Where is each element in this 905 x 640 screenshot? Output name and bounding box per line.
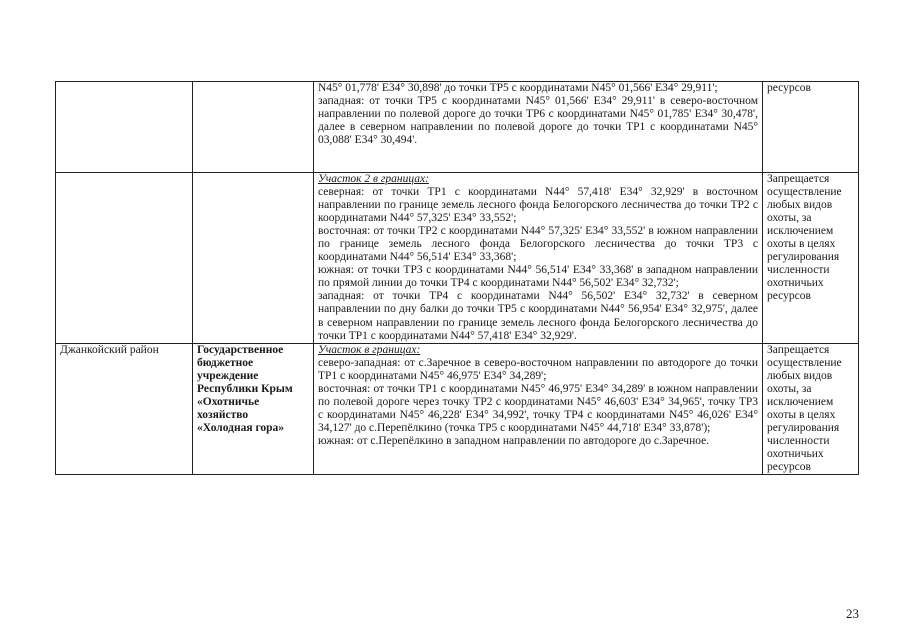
restriction-cell [763, 173, 859, 344]
restriction-line: осуществление [767, 186, 842, 199]
restriction-line: охоты в целях [767, 408, 836, 421]
table-row [56, 173, 859, 344]
restriction-line: осуществление [767, 356, 842, 369]
organization-line: «Холодная гора» [197, 421, 285, 434]
boundary-paragraph: южная: от точки ТР3 с координатами N44° 56,514' E34° 33,368' в западном направлении по прямой линии до точки ТР4 с координатами N44° 56,502' E34° 32,732'; [318, 264, 758, 290]
boundary-description-cell [314, 173, 763, 344]
restriction-cell: ресурсов [763, 82, 859, 173]
restriction-line: любых видов [767, 369, 833, 382]
restriction-line: охоты в целях [767, 238, 836, 251]
restriction-line: охотничьих [767, 447, 824, 460]
restriction-line: регулирования [767, 251, 840, 264]
boundary-paragraph: северная: от точки ТР1 с координатами N44° 57,418' E34° 32,929' в восточном направлении по границе земель лесного фонда Белогорского лесничества до точки ТР2 с координатами N44° 57,325' E34° 33,552'; [318, 186, 758, 225]
restriction-line: исключением [767, 225, 834, 238]
organization-line: хозяйство [197, 408, 249, 421]
restriction-line: численности [767, 264, 830, 277]
restriction-line: охоты, за [767, 382, 812, 395]
table-row [56, 82, 859, 173]
organization-line: Государственное [197, 343, 284, 356]
boundary-paragraph: восточная: от точки ТР1 с координатами N45° 46,975' E34° 34,289' в южном направлении по полевой дороге через точку ТР2 с координатами N45° 46,603' E34° 34,965', точку ТР3 с координатами N45° 46,228' E34° 34,992', точку ТР4 с координатами N45° 46,026' E34° 34,127' до с.Перепёлкино (точка ТР5 с координатами N45° 44,718' E34° 33,878'); [318, 382, 758, 434]
organization-line: Республики Крым [197, 382, 293, 395]
organization-cell [193, 82, 314, 173]
section-title: Участок 2 в границах: [318, 173, 429, 185]
boundary-paragraph: западная: от точки ТР4 с координатами N44° 56,502' E34° 32,732' в северном направлении по дну балки до точки ТР5 с координатами N44° 56,954' E34° 32,975', далее в северном направлении по границе земель лесного фонда Белогорского лесничества до точки ТР1 с координатами N44° 57,418' E34° 32,929'. [318, 290, 758, 342]
boundary-description-cell [314, 343, 763, 474]
organization-line: «Охотничье [197, 395, 260, 408]
boundary-paragraph: восточная: от точки ТР2 с координатами N44° 57,325' E34° 33,552' в южном направлении по границе земель лесного фонда Белогорского лесничества до точки ТР3 с координатами N44° 56,514' E34° 33,368'; [318, 225, 758, 264]
table-row [56, 343, 859, 474]
district-cell: Джанкойский район [56, 343, 193, 474]
page-number: 23 [846, 606, 859, 621]
organization-cell [193, 343, 314, 474]
restriction-line: численности [767, 434, 830, 447]
boundary-paragraph: западная: от точки ТР5 с координатами N45° 01,566' E34° 29,911' в северо-восточном направлении по полевой дороге до точки ТР6 с координатами N45° 01,785' E34° 30,478', далее в северном направлении по полевой дороге до точки ТР1 с координатами N45° 03,088' E34° 30,494'. [318, 95, 758, 147]
boundary-paragraph: южная: от с.Перепёлкино в западном направлении по автодороге до с.Заречное. [318, 434, 710, 447]
organization-cell [193, 173, 314, 344]
restriction-line: регулирования [767, 421, 840, 434]
boundary-paragraph: северо-западная: от с.Заречное в северо-восточном направлении по автодороге до точки ТР1 с координатами N45° 46,975' E34° 34,289'; [318, 356, 758, 382]
restriction-line: Запрещается [767, 173, 830, 185]
restriction-line: Запрещается [767, 343, 830, 356]
restriction-line: любых видов [767, 199, 833, 212]
restriction-line: ресурсов [767, 290, 811, 303]
restriction-line: охоты, за [767, 212, 812, 225]
organization-line: бюджетное [197, 356, 254, 369]
restriction-line: ресурсов [767, 461, 811, 474]
boundary-paragraph: N45° 01,778' E34° 30,898' до точки ТР5 с координатами N45° 01,566' E34° 29,911'; [318, 82, 718, 94]
restriction-line: охотничьих [767, 277, 824, 290]
district-cell [56, 82, 193, 173]
organization-line: учреждение [197, 369, 259, 382]
restriction-cell [763, 343, 859, 474]
boundary-description-cell [314, 82, 763, 173]
hunting-grounds-table [55, 81, 859, 475]
restriction-line: исключением [767, 395, 834, 408]
district-cell [56, 173, 193, 344]
section-title: Участок в границах: [318, 343, 421, 356]
